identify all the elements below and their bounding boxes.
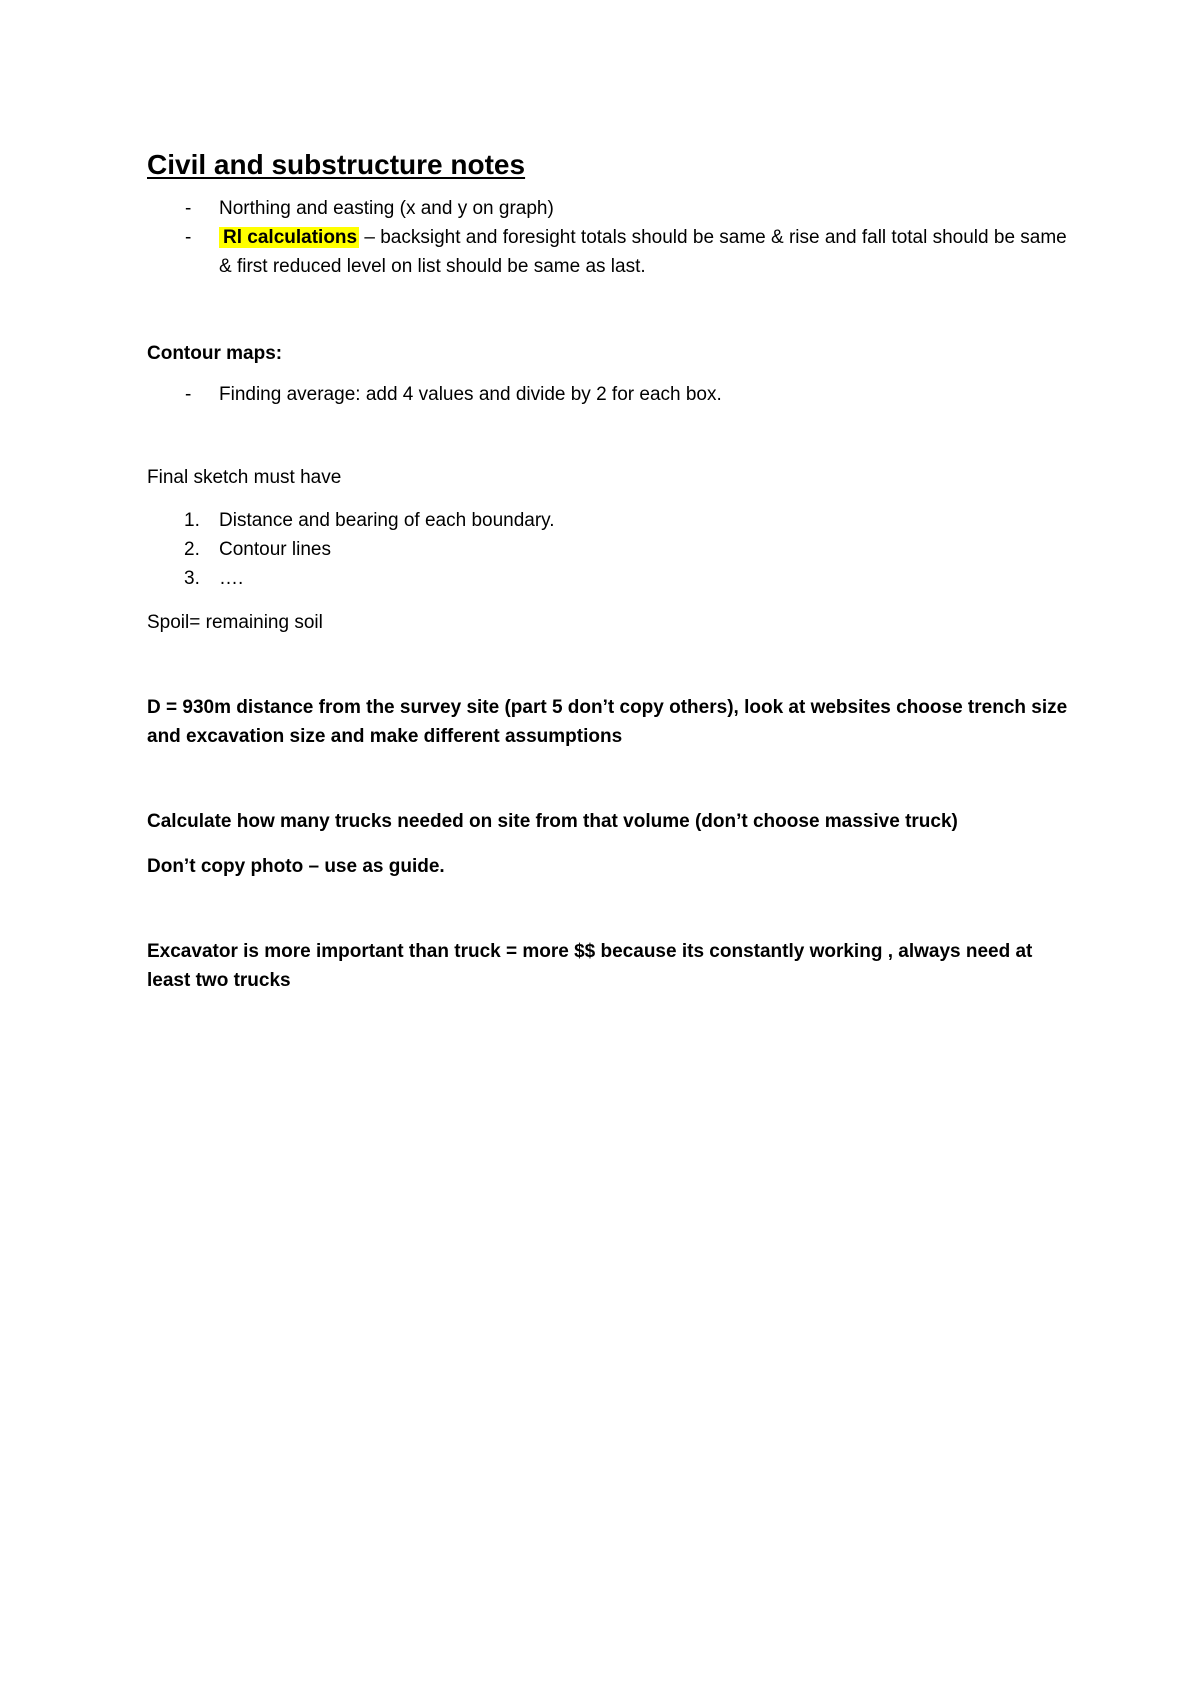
survey-notes-list [147,194,1077,281]
spoil-note: Spoil= remaining soil [147,612,323,633]
document-content [147,148,1077,995]
list-item [147,223,1077,281]
excavator-note: Excavator is more important than truck = more $$ because its constantly working , always need at least two trucks [147,941,1033,991]
contour-heading: Contour maps: [147,343,283,364]
list-item [147,564,1077,593]
trucks-note: Calculate how many trucks needed on site from that volume (don’t choose massive truck) [147,811,958,832]
list-item-text: Finding average: add 4 values and divide by 2 for each box. [219,384,722,405]
list-item-text: Distance and bearing of each boundary. [219,510,555,531]
list-bullet: - [185,227,192,248]
list-item-text: Contour lines [219,539,331,560]
list-item [147,194,1077,223]
list-bullet: - [185,198,192,219]
list-number: 2. [184,539,200,560]
list-item [147,535,1077,564]
photo-note: Don’t copy photo – use as guide. [147,856,445,877]
sketch-intro: Final sketch must have [147,467,342,488]
list-item-text: …. [219,568,244,589]
list-item-text: – backsight and foresight totals should be same & rise and fall total should be same & first reduced level on list should be same as last. [219,227,1067,277]
list-number: 1. [184,510,200,531]
sketch-requirements-list [147,506,1077,593]
page-title: Civil and substructure notes [147,149,526,180]
distance-note: D = 930m distance from the survey site (part 5 don’t copy others), look at websites choose trench size and excavation size and make different assumptions [147,697,1068,747]
list-item-text: Northing and easting (x and y on graph) [219,198,554,219]
highlighted-term: Rl calculations [219,227,359,248]
list-number: 3. [184,568,200,589]
list-bullet: - [185,384,192,405]
contour-notes-list [147,380,1077,409]
list-item [147,380,1077,409]
list-item [147,506,1077,535]
